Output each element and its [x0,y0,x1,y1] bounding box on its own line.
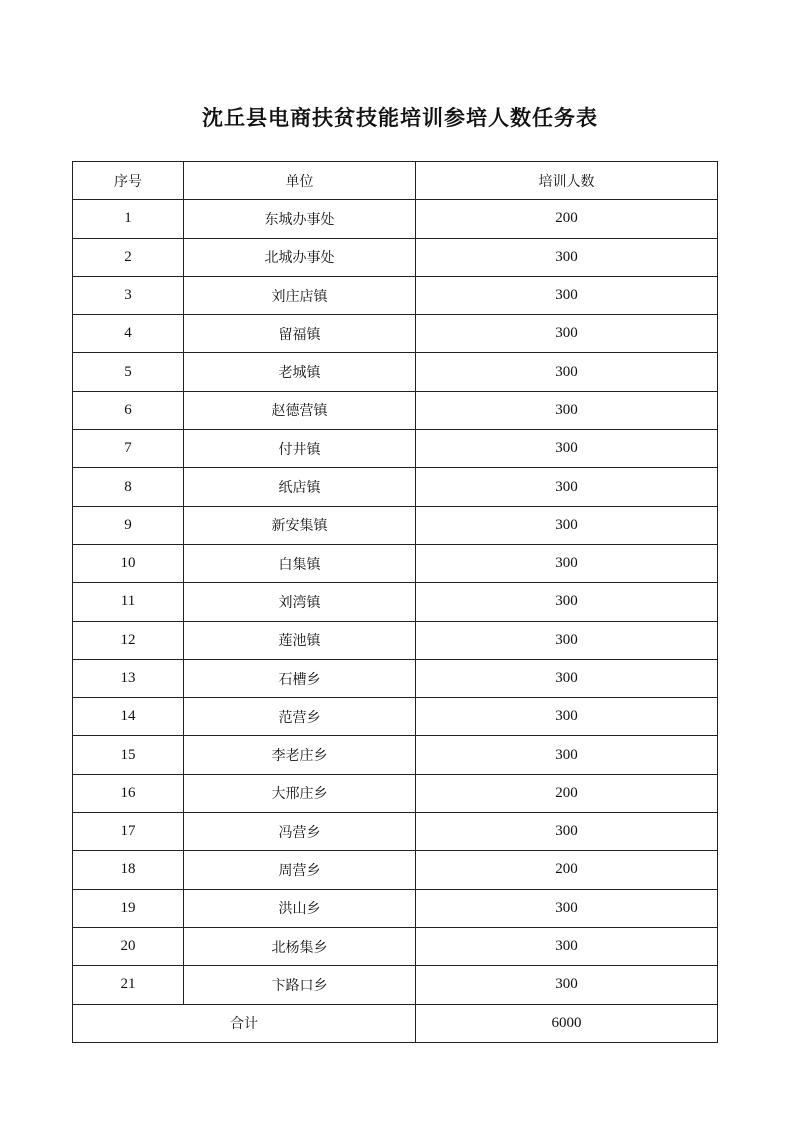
row-unit: 纸店镇 [184,468,416,506]
row-count: 200 [416,851,718,889]
table-row [73,430,718,468]
row-unit: 白集镇 [184,544,416,582]
row-unit: 付井镇 [184,430,416,468]
row-unit: 老城镇 [184,353,416,391]
row-index: 1 [73,200,184,238]
table-row [73,238,718,276]
table-row [73,774,718,812]
row-unit: 卞路口乡 [184,966,416,1004]
row-index: 16 [73,774,184,812]
table-row [73,698,718,736]
row-count: 300 [416,544,718,582]
table-row [73,468,718,506]
row-index: 4 [73,315,184,353]
row-index: 8 [73,468,184,506]
row-unit: 范营乡 [184,698,416,736]
row-count: 300 [416,736,718,774]
row-count: 200 [416,774,718,812]
header-index: 序号 [73,162,184,200]
row-count: 300 [416,430,718,468]
row-index: 13 [73,659,184,697]
row-count: 300 [416,659,718,697]
row-count: 300 [416,813,718,851]
row-unit: 刘庄店镇 [184,276,416,314]
row-count: 300 [416,506,718,544]
table-row [73,966,718,1004]
table-row [73,506,718,544]
table-row [73,621,718,659]
row-count: 300 [416,391,718,429]
header-row [73,162,718,200]
table-row [73,200,718,238]
task-table [72,161,718,1043]
page-title: 沈丘县电商扶贫技能培训参培人数任务表 [202,106,598,130]
total-count: 6000 [416,1004,718,1042]
row-count: 300 [416,621,718,659]
row-unit: 东城办事处 [184,200,416,238]
row-count: 300 [416,927,718,965]
row-count: 300 [416,276,718,314]
table-body [73,200,718,1004]
table-row [73,889,718,927]
table-row [73,391,718,429]
row-index: 9 [73,506,184,544]
table-row [73,544,718,582]
row-count: 200 [416,200,718,238]
row-index: 19 [73,889,184,927]
row-count: 300 [416,353,718,391]
row-count: 300 [416,583,718,621]
row-unit: 北城办事处 [184,238,416,276]
row-index: 5 [73,353,184,391]
row-count: 300 [416,238,718,276]
row-index: 21 [73,966,184,1004]
table-row [73,927,718,965]
total-row [73,1004,718,1042]
row-index: 3 [73,276,184,314]
row-unit: 冯营乡 [184,813,416,851]
row-count: 300 [416,698,718,736]
table-row [73,276,718,314]
row-unit: 周营乡 [184,851,416,889]
row-unit: 留福镇 [184,315,416,353]
row-index: 17 [73,813,184,851]
row-index: 14 [73,698,184,736]
row-count: 300 [416,315,718,353]
row-unit: 刘湾镇 [184,583,416,621]
table-row [73,353,718,391]
row-unit: 北杨集乡 [184,927,416,965]
header-count: 培训人数 [416,162,718,200]
header-unit: 单位 [184,162,416,200]
row-count: 300 [416,468,718,506]
table-row [73,736,718,774]
row-unit: 莲池镇 [184,621,416,659]
row-unit: 石槽乡 [184,659,416,697]
row-index: 10 [73,544,184,582]
row-index: 11 [73,583,184,621]
row-unit: 赵德营镇 [184,391,416,429]
row-unit: 李老庄乡 [184,736,416,774]
table-row [73,813,718,851]
table-row [73,659,718,697]
table-row [73,583,718,621]
row-index: 20 [73,927,184,965]
total-label: 合计 [73,1004,416,1042]
row-index: 15 [73,736,184,774]
row-index: 18 [73,851,184,889]
table-row [73,851,718,889]
row-index: 2 [73,238,184,276]
row-count: 300 [416,966,718,1004]
row-index: 7 [73,430,184,468]
row-unit: 新安集镇 [184,506,416,544]
row-index: 12 [73,621,184,659]
row-count: 300 [416,889,718,927]
row-unit: 大邢庄乡 [184,774,416,812]
row-index: 6 [73,391,184,429]
table-row [73,315,718,353]
row-unit: 洪山乡 [184,889,416,927]
